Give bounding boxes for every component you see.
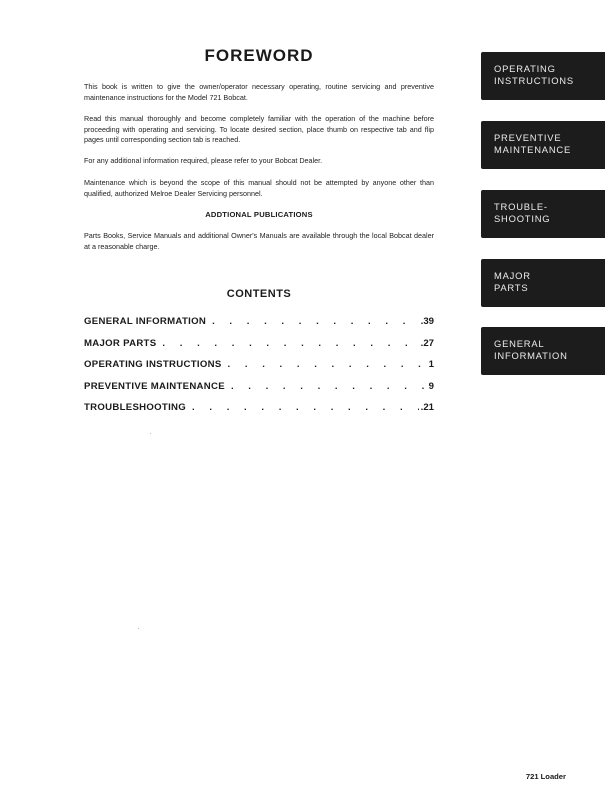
scan-speck — [150, 433, 151, 434]
toc-leader-dots — [192, 402, 419, 413]
toc-page-number: .21 — [420, 402, 434, 413]
toc-page-number: .27 — [420, 337, 434, 349]
toc-leader-dots — [228, 359, 427, 370]
toc-label: GENERAL INFORMATION — [84, 316, 207, 327]
toc-label: TROUBLESHOOTING — [84, 402, 187, 413]
contents-heading: CONTENTS — [226, 288, 292, 300]
section-tab-major-parts[interactable] — [481, 259, 605, 307]
toc-entry-troubleshooting[interactable] — [84, 402, 434, 424]
tab-label-line-1: OPERATING — [494, 63, 556, 74]
foreword-paragraph-1: This book is written to give the owner/operator necessary operating, routine servicing and preventive maintenance instructions for the Model 721 Bobcat. — [84, 82, 434, 102]
section-tab-preventive-maintenance[interactable] — [481, 121, 605, 169]
tab-label-line-1: TROUBLE- — [494, 201, 548, 212]
tab-label-line-2: SHOOTING — [494, 213, 551, 224]
section-tab-troubleshooting[interactable] — [481, 190, 605, 238]
foreword-paragraph-4: Maintenance which is beyond the scope of this manual should not be attempted by anyone other than qualified, authorized Melroe Dealer Servicing personnel. — [84, 178, 434, 198]
toc-page-number: 9 — [428, 380, 434, 392]
toc-page-number: .39 — [420, 316, 434, 327]
tab-label-line-2: MAINTENANCE — [494, 144, 572, 155]
toc-entry-general-information[interactable] — [84, 316, 434, 338]
table-of-contents — [84, 316, 434, 424]
toc-entry-major-parts[interactable] — [84, 338, 434, 360]
toc-leader-dots — [212, 316, 419, 327]
tab-label-line-2: PARTS — [494, 282, 529, 293]
page-footer: 721 Loader — [525, 772, 566, 781]
toc-entry-operating-instructions[interactable] — [84, 359, 434, 381]
toc-leader-dots — [231, 381, 427, 392]
tab-label-line-1: PREVENTIVE — [494, 132, 562, 143]
toc-label: MAJOR PARTS — [84, 337, 157, 349]
toc-leader-dots — [162, 338, 418, 349]
foreword-paragraph-3: For any additional information required, please refer to your Bobcat Dealer. — [84, 156, 323, 165]
toc-entry-preventive-maintenance[interactable] — [84, 381, 434, 403]
section-tab-operating-instructions[interactable] — [481, 52, 605, 100]
section-tab-general-information[interactable] — [481, 327, 605, 375]
toc-label: OPERATING INSTRUCTIONS — [84, 359, 222, 370]
publications-paragraph: Parts Books, Service Manuals and additional Owner's Manuals are available through the local Bobcat dealer at a reasonable charge. — [84, 231, 434, 251]
tab-label-line-1: GENERAL — [494, 338, 545, 349]
publications-heading: ADDTIONAL PUBLICATIONS — [205, 210, 313, 219]
toc-label: PREVENTIVE MAINTENANCE — [84, 380, 225, 392]
foreword-paragraph-2: Read this manual thoroughly and become completely familiar with the operation of the machine before proceeding with operating and servicing. To locate desired section, place thumb on respective tab and flip pages until corresponding section tab is reached. — [84, 114, 434, 144]
scan-speck — [138, 628, 139, 629]
toc-page-number: 1 — [428, 359, 434, 370]
tab-label-line-2: INSTRUCTIONS — [494, 75, 574, 86]
page-title: FOREWORD — [204, 46, 314, 65]
tab-label-line-2: INFORMATION — [494, 350, 568, 361]
tab-label-line-1: MAJOR — [494, 270, 531, 281]
